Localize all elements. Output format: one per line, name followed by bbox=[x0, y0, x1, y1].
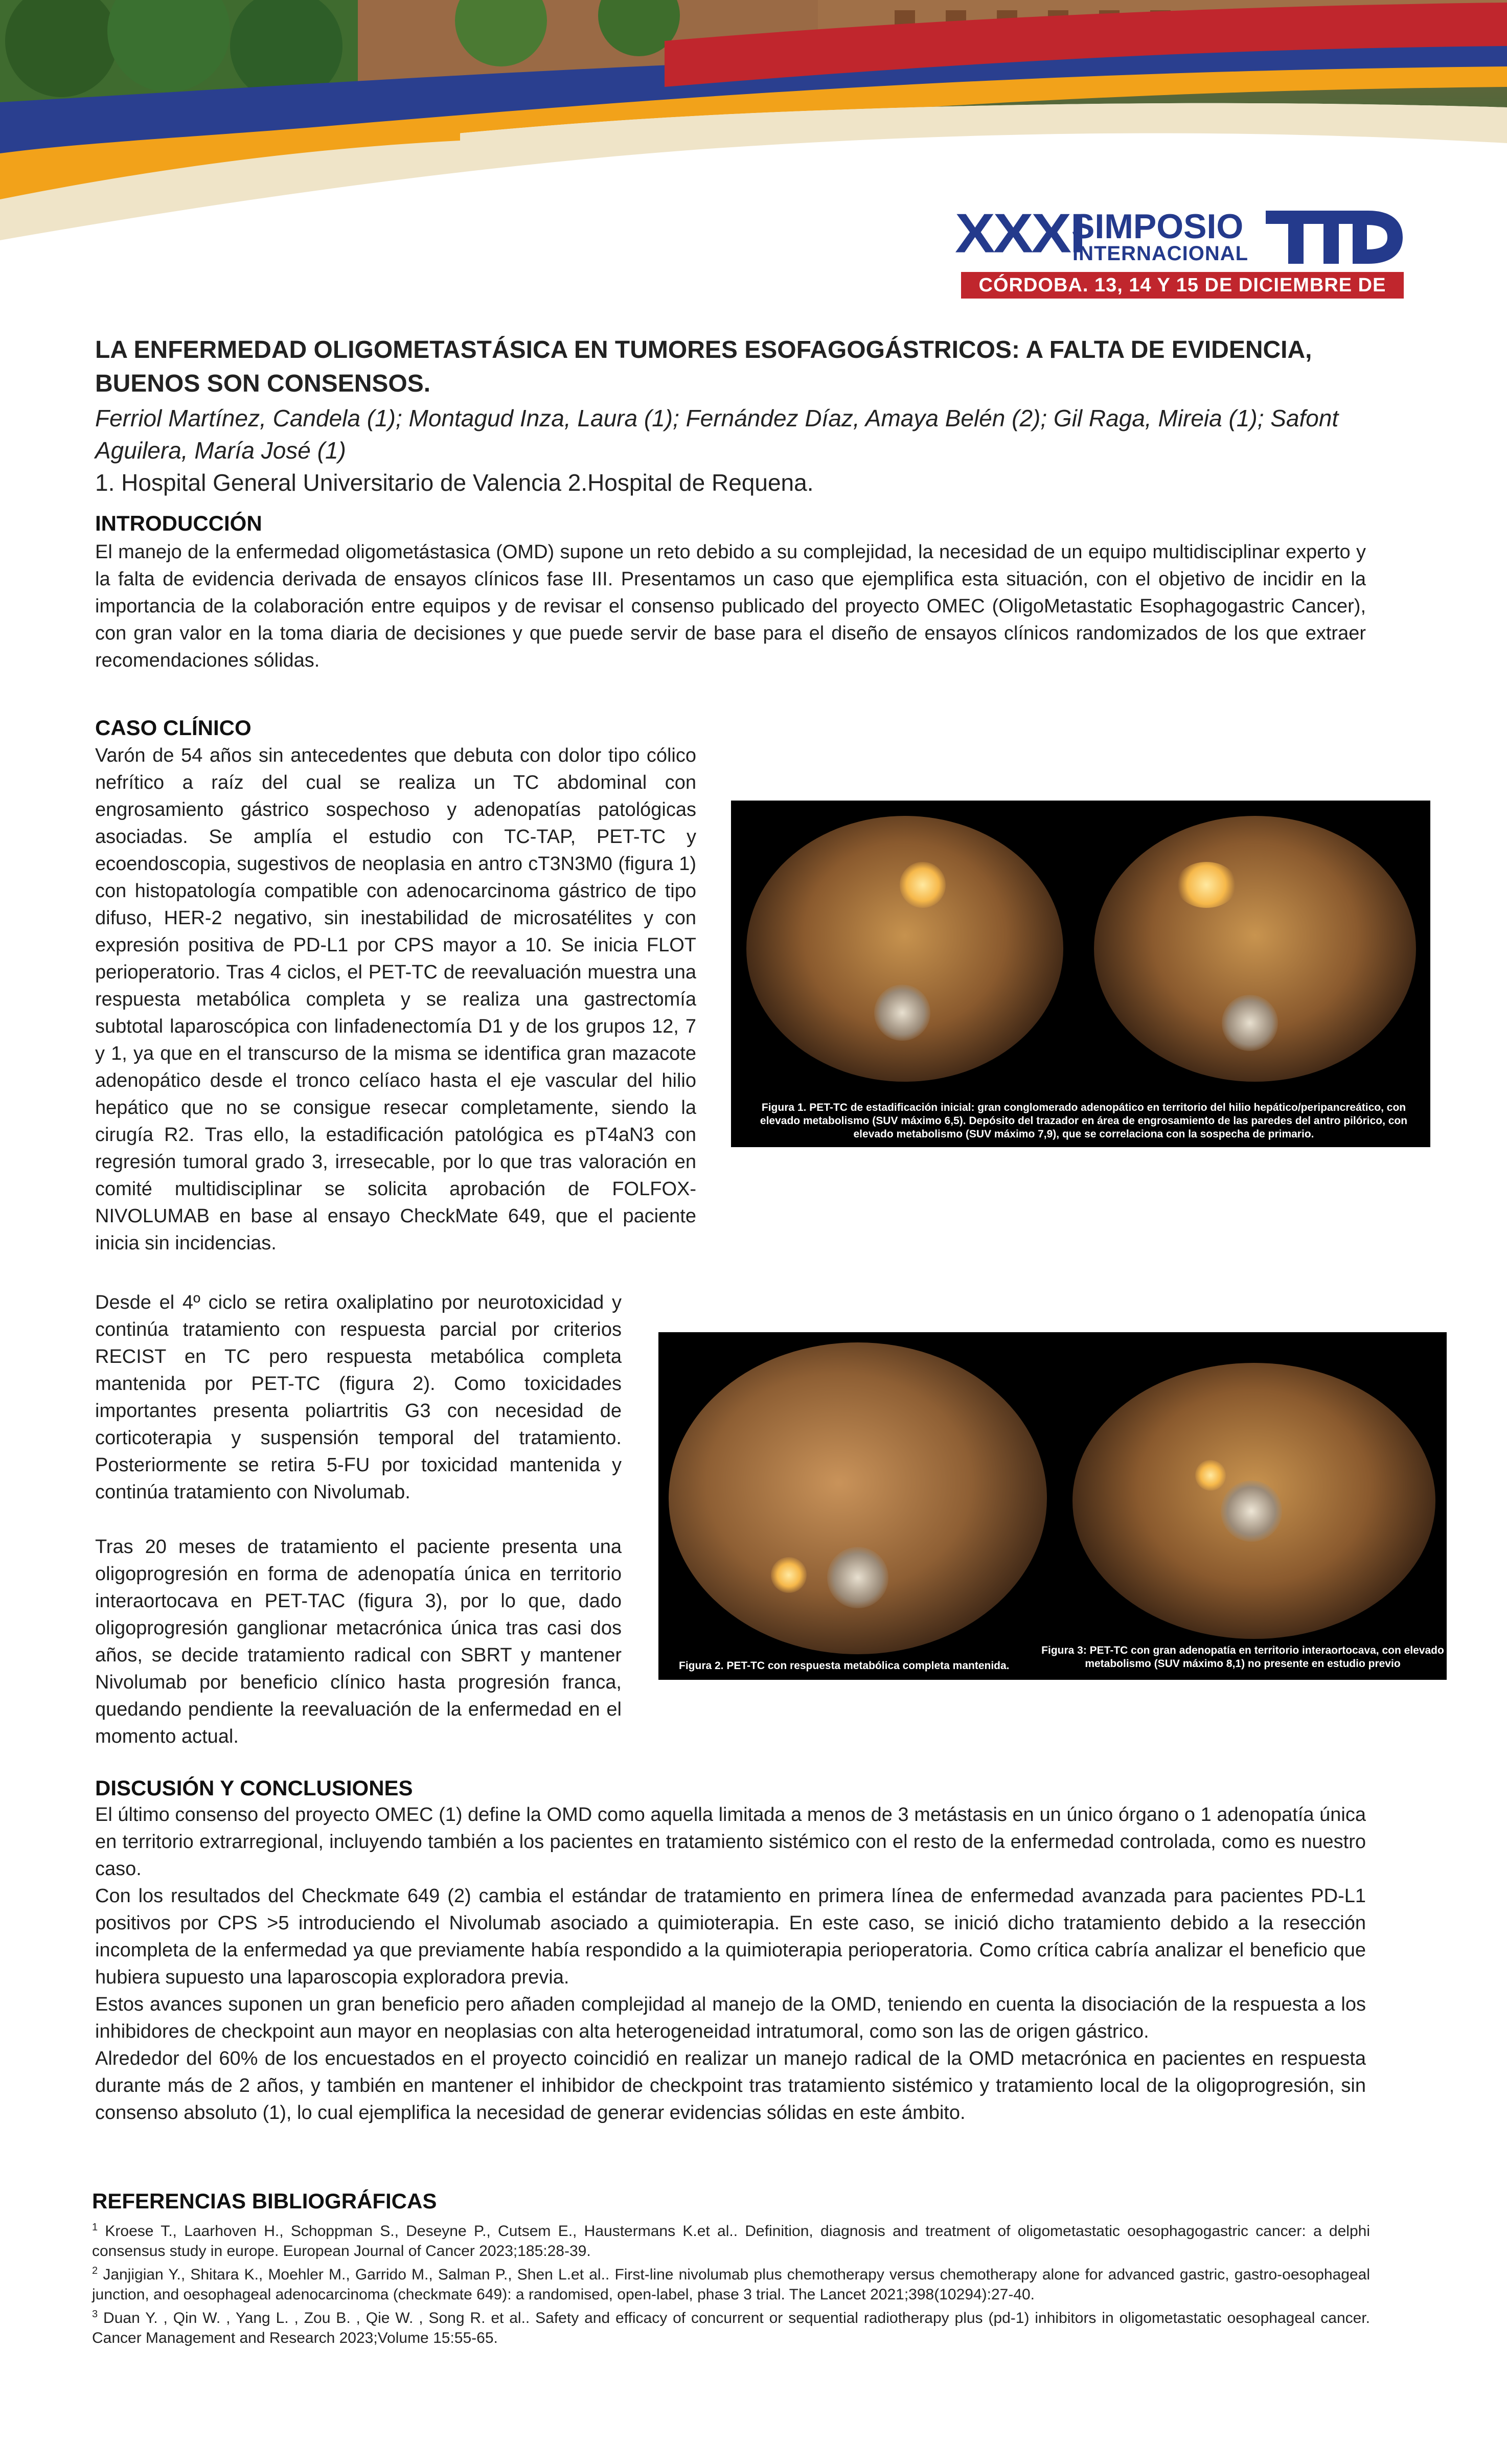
figure-2-3 bbox=[658, 1332, 1447, 1680]
figure-2-caption: Figura 2. PET-TC con respuesta metabólica completa mantenida. bbox=[679, 1660, 1010, 1672]
case-heading: CASO CLÍNICO bbox=[95, 716, 252, 740]
discussion-paragraph-2: Con los resultados del Checkmate 649 (2) cambia el estándar de tratamiento en primera línea de enfermedad avanzada para pacientes PD-L1 positivos por CPS >5 introduciendo el Nivolumab asociado a quimioterapia. En este caso, se inició dicho tratamiento debido a la resección incompleta de la enfermedad ya que previamente había respondido a la quimioterapia perioperatoria. Como crítica cabría analizar el beneficio que hubiera supuesto una laparoscopia exploradora previa. bbox=[95, 1885, 1366, 1988]
symposium-logo bbox=[955, 202, 1410, 323]
discussion-text bbox=[95, 1801, 1366, 2127]
vertebra bbox=[1222, 995, 1278, 1051]
figure-3-caption: Figura 3: PET-TC con gran adenopatía en territorio interaortocava, con elevado metabolismo (SUV máximo 8,1) no presente en estudio previo bbox=[1041, 1645, 1444, 1670]
reference-item: $^1$ Kroese T., Laarhoven H., Schoppman S., Deseyne P., Cutsem E., Haustermans K.et al.. Definition, diagnosis and treatment of oligometastatic oesophagogastric cancer: a delphi consensus study in europe. European Journal of Cancer 2023;185:28-39. bbox=[92, 2222, 1370, 2260]
vertebra bbox=[874, 985, 930, 1041]
references-list bbox=[92, 2218, 1370, 2348]
pet-uptake-spot bbox=[1195, 1460, 1226, 1491]
pet-ct-scan-image bbox=[746, 816, 1063, 1082]
logo-internacional: INTERNACIONAL bbox=[1072, 242, 1249, 265]
pet-uptake-spot bbox=[900, 862, 946, 908]
vertebra bbox=[1221, 1480, 1282, 1542]
figure-1-caption: Figura 1. PET-TC de estadificación inicial: gran conglomerado adenopático en territorio del hilio hepático/peripancreático, con elevado metabolismo (SUV máximo 6,5). Depósito del trazador en área de engrosamiento de las paredes del antro pilórico, con elevado metabolismo (SUV máximo 7,9), que se correlaciona con la sospecha de primario. bbox=[760, 1102, 1408, 1140]
reference-item: $^2$ Janjigian Y., Shitara K., Moehler M., Garrido M., Salman P., Shen L.et al.. First-line nivolumab plus chemotherapy versus chemotherapy alone for advanced gastric, gastro-oesophageal junction, and oesophageal adenocarcinoma (checkmate 649): a randomised, open-label, phase 3 trial. The Lancet 2021;398(10294):27-40. bbox=[92, 2265, 1370, 2303]
references-heading: REFERENCIAS BIBLIOGRÁFICAS bbox=[92, 2189, 437, 2213]
intro-heading: INTRODUCCIÓN bbox=[95, 511, 262, 535]
poster-title: LA ENFERMEDAD OLIGOMETASTÁSICA EN TUMORES ESOFAGOGÁSTRICOS: A FALTA DE EVIDENCIA, BUENOS SON CONSENSOS. bbox=[95, 336, 1312, 397]
figure-1 bbox=[731, 801, 1430, 1147]
case-paragraph-3: Tras 20 meses de tratamiento el paciente presenta una oligoprogresión en forma de adenopatía única en territorio interaortocava en PET-TAC (figura 3), por lo que, dado oligoprogresión ganglionar metacrónica única tras casi dos años, se decide tratamiento radical con SBRT y mantener Nivolumab por beneficio clínico hasta progresión franca, quedando pendiente la reevaluación de la enfermedad en el momento actual. bbox=[95, 1536, 622, 1747]
discussion-paragraph-1: El último consenso del proyecto OMEC (1) define la OMD como aquella limitada a menos de 3 metástasis en un único órgano o 1 adenopatía única en territorio extrarregional, incluyendo también a los pacientes en tratamiento sistémico con el resto de la enfermedad controlada, como es nuestro caso. bbox=[95, 1804, 1366, 1880]
ttd-logo-icon bbox=[1266, 208, 1404, 265]
pet-uptake-spot bbox=[771, 1557, 807, 1593]
case-paragraph-1: Varón de 54 años sin antecedentes que debuta con dolor tipo cólico nefrítico a raíz del cual se realiza un TC abdominal con engrosamiento gástrico sospechoso y adenopatías patológicas asociadas. Se amplía el estudio con TC-TAP, PET-TC y ecoendoscopia, sugestivos de neoplasia en antro cT3N3M0 (figura 1) con histopatología compatible con adenocarcinoma gástrico de tipo difuso, HER-2 negativo, sin inestabilidad de microsatélites y con expresión positiva de PD-L1 por CPS mayor a 10. Se inicia FLOT perioperatorio. Tras 4 ciclos, el PET-TC de reevaluación muestra una respuesta metabólica completa y se realiza una gastrectomía subtotal laparoscópica con linfadenectomía D1 y de los grupos 12, 7 y 1, ya que en el transcurso de la misma se identifica gran mazacote adenopático desde el tronco celíaco hasta el eje vascular del hilio hepático que no se consigue resecar completamente, siendo la cirugía R2. Tras ello, la estadificación patológica es pT4aN3 con regresión tumoral grado 3, irresecable, por lo que tras valoración en comité multidisciplinar se solicita aprobación de FOLFOX-NIVOLUMAB en base al ensayo CheckMate 649, que el paciente inicia sin incidencias. bbox=[95, 745, 696, 1254]
logo-date-banner: CÓRDOBA. 13, 14 Y 15 DE DICIEMBRE DE 2023 bbox=[961, 272, 1404, 299]
reference-item: $^3$ Duan Y. , Qin W. , Yang L. , Zou B. , Qie W. , Song R. et al.. Safety and efficacy of concurrent or sequential radiotherapy plus (pd-1) inhibitors in oligometastatic oesophageal cancer. Cancer Management and Research 2023;Volume 15:55-65. bbox=[92, 2309, 1370, 2346]
discussion-heading: DISCUSIÓN Y CONCLUSIONES bbox=[95, 1776, 413, 1800]
logo-simposio: SIMPOSIO bbox=[1071, 207, 1244, 246]
case-paragraph-2: Desde el 4º ciclo se retira oxaliplatino por neurotoxicidad y continúa tratamiento con respuesta parcial por criterios RECIST en TC pero respuesta metabólica completa mantenida por PET-TC (figura 2). Como toxicidades importantes presenta poliartritis G3 con necesidad de corticoterapia y suspensión temporal del tratamiento. Posteriormente se retira 5-FU por toxicidad mantenida y continúa tratamiento con Nivolumab. bbox=[95, 1292, 622, 1503]
intro-text: El manejo de la enfermedad oligometástasica (OMD) supone un reto debido a su complejidad, la necesidad de un equipo multidisciplinar experto y la falta de evidencia derivada de ensayos clínicos fase III. Presentamos un caso que ejemplifica esta situación, con el objetivo de incidir en la importancia de la colaboración entre equipos y de revisar el consenso publicado del proyecto OMEC (OligoMetastatic Esophagogastric Cancer), con gran valor en la toma diaria de decisiones y que puede servir de base para el diseño de ensayos clínicos randomizados de los que extraer recomendaciones sólidas. bbox=[95, 541, 1366, 671]
pet-uptake-spot bbox=[1176, 862, 1237, 908]
affiliations: 1. Hospital General Universitario de Valencia 2.Hospital de Requena. bbox=[95, 469, 814, 496]
logo-xxxi: XXXI bbox=[955, 202, 1084, 265]
discussion-paragraph-3: Estos avances suponen un gran beneficio pero añaden complejidad al manejo de la OMD, teniendo en cuenta la disociación de la respuesta a los inhibidores de checkpoint aun mayor en neoplasias con alta heterogeneidad intratumoral, como son las de origen gástrico. bbox=[95, 1994, 1366, 2042]
vertebra bbox=[827, 1547, 888, 1608]
discussion-paragraph-4: Alrededor del 60% de los encuestados en el proyecto coincidió en realizar un manejo radical de la OMD metacrónica en pacientes en respuesta durante más de 2 años, y también en mantener el inhibidor de checkpoint tras tratamiento sistémico y tratamiento local de la oligoprogresión, sin consenso absoluto (1), lo cual ejemplifica la necesidad de generar evidencias sólidas en este ámbito. bbox=[95, 2048, 1366, 2124]
authors: Ferriol Martínez, Candela (1); Montagud Inza, Laura (1); Fernández Díaz, Amaya Belén (2); Gil Raga, Mireia (1); Safont Aguilera, María José (1) bbox=[95, 405, 1339, 464]
